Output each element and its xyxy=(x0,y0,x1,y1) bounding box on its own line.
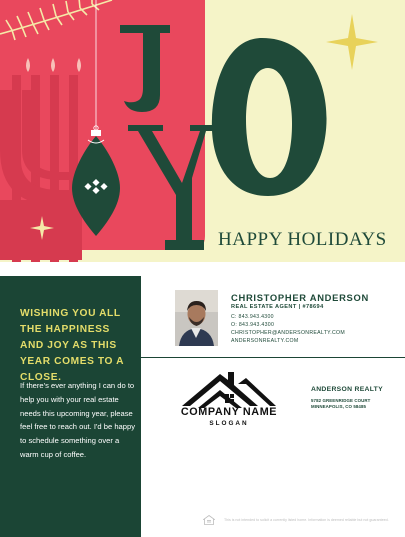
message-headline: WISHING YOU ALL THE HAPPINESS AND JOY AS THIS YEAR COMES TO A CLOSE. xyxy=(20,308,124,383)
agent-photo xyxy=(175,290,218,346)
brokerage-name: ANDERSON REALTY xyxy=(311,386,383,393)
agent-title: REAL ESTATE AGENT | #78694 xyxy=(231,304,324,310)
holiday-illustration xyxy=(0,0,405,262)
address-line-1: 5782 GREENRIDGE COURT xyxy=(311,398,371,403)
agent-name: CHRISTOPHER ANDERSON xyxy=(231,292,369,303)
house-logo-icon xyxy=(172,368,286,428)
company-slogan: SLOGAN xyxy=(209,420,249,427)
equal-housing-icon xyxy=(203,515,215,525)
agent-email: CHRISTOPHER@ANDERSONREALTY.COM xyxy=(231,330,345,336)
address-line-2: MINNEAPOLIS, CO 58485 xyxy=(311,404,367,409)
holiday-greeting: HAPPY HOLIDAYS xyxy=(218,229,387,250)
agent-office-phone: O: 843.943.4300 xyxy=(231,322,275,328)
section-divider xyxy=(141,357,405,358)
agent-website: ANDERSONREALTY.COM xyxy=(231,338,299,344)
sparkle-icon xyxy=(326,14,378,70)
message-body: If there's ever anything I can do to help you with your real estate needs this upcoming year, please feel free to reach out. I'd be happy to schedule something over a warm cup of coffee. xyxy=(20,381,136,459)
card-front xyxy=(0,0,405,262)
company-name: COMPANY NAME xyxy=(180,406,278,418)
agent-cell-phone: C: 843.943.4300 xyxy=(231,314,274,320)
legal-disclaimer: This is not intended to solicit a currently listed home. Information is deemed reliable but not guaranteed. xyxy=(224,518,389,522)
